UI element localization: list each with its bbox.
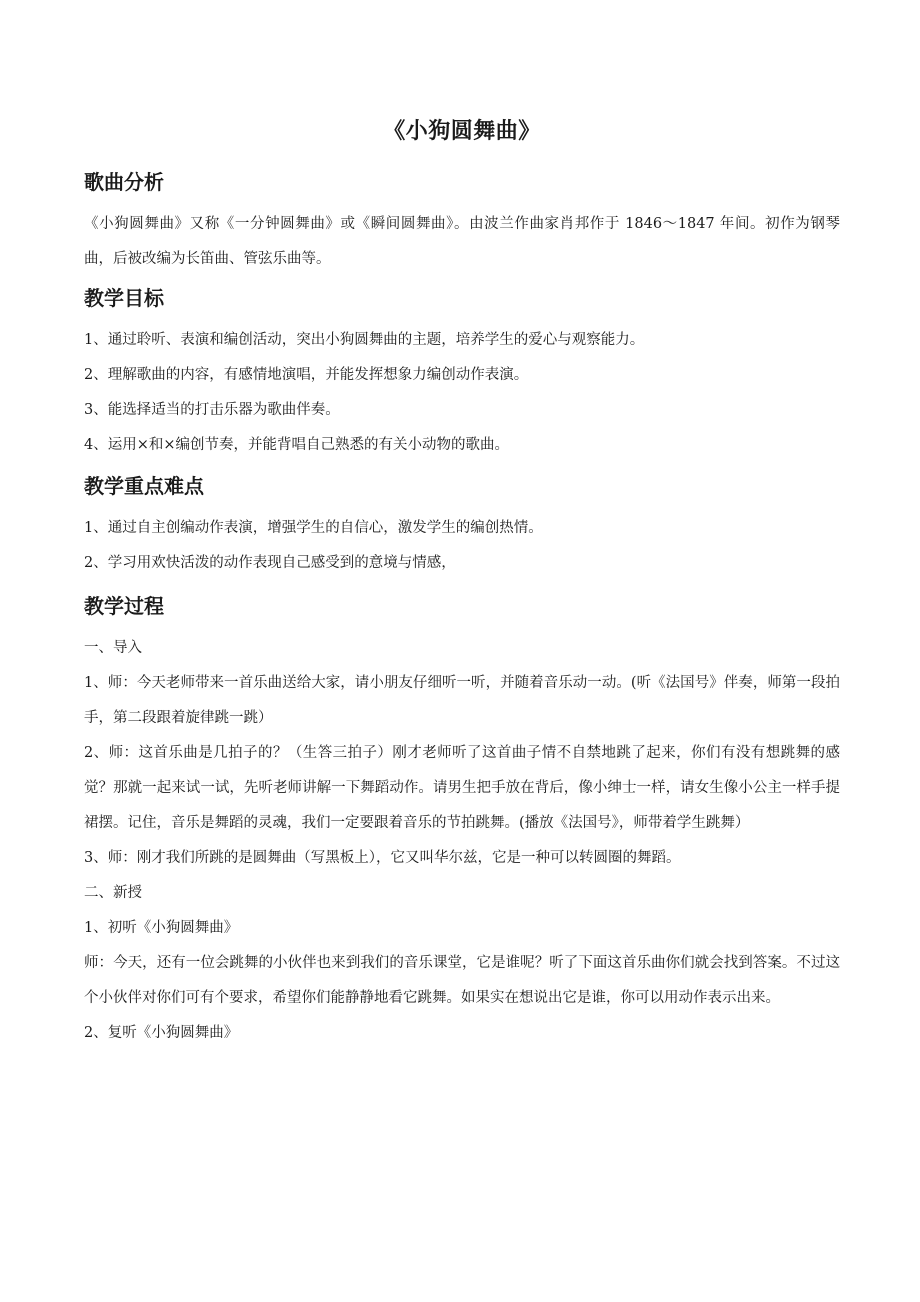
list-item: 1、初听《小狗圆舞曲》 [84,919,239,936]
subheading: 二、新授 [84,884,142,901]
list-item: 3、能选择适当的打击乐器为歌曲伴奏。 [84,401,340,418]
section-teaching-process [84,593,840,1051]
list-item: 2、学习用欢快活泼的动作表现自己感受到的意境与情感， [84,554,456,571]
paragraph: 《小狗圆舞曲》又称《一分钟圆舞曲》或《瞬间圆舞曲》。由波兰作曲家肖邦作于 1846～1847 年间。初作为钢琴曲，后被改编为长笛曲、管弦乐曲等。 [84,215,840,267]
section-heading: 教学过程 [84,593,164,618]
page-title: 《小狗圆舞曲》 [383,119,541,144]
section-heading: 教学目标 [84,285,164,310]
list-item: 2、师：这首乐曲是几拍子的？（生答三拍子）刚才老师听了这首曲子情不自禁地跳了起来，你们有没有想跳舞的感觉？那就一起来试一试，先听老师讲解一下舞蹈动作。请男生把手放在背后，像小绅士一样，请女生像小公主一样手提裙摆。记住，音乐是舞蹈的灵魂，我们一定要跟着音乐的节拍跳舞。(播放《法国号》，师带着学生跳舞） [84,744,840,831]
list-item: 1、通过自主创编动作表演，增强学生的自信心，激发学生的编创热情。 [84,519,543,536]
list-item: 3、师：刚才我们所跳的是圆舞曲（写黑板上），它又叫华尔兹，它是一种可以转圆圈的舞蹈。 [84,849,681,866]
subheading: 一、导入 [84,639,142,656]
list-item: 2、复听《小狗圆舞曲》 [84,1024,239,1041]
list-item: 2、理解歌曲的内容，有感情地演唱，并能发挥想象力编创动作表演。 [84,366,529,383]
section-heading: 歌曲分析 [84,169,164,194]
list-item: 4、运用×和×编创节奏，并能背唱自己熟悉的有关小动物的歌曲。 [84,436,510,453]
list-item: 1、师：今天老师带来一首乐曲送给大家，请小朋友仔细听一听，并随着音乐动一动。(听《法国号》伴奏，师第一段拍手，第二段跟着旋律跳一跳） [84,674,840,726]
list-item: 1、通过聆听、表演和编创活动，突出小狗圆舞曲的主题，培养学生的爱心与观察能力。 [84,331,645,348]
paragraph: 师：今天，还有一位会跳舞的小伙伴也来到我们的音乐课堂，它是谁呢？听了下面这首乐曲你们就会找到答案。不过这个小伙伴对你们可有个要求，希望你们能静静地看它跳舞。如果实在想说出它是谁，你可以用动作表示出来。 [84,954,840,1006]
section-heading: 教学重点难点 [84,473,204,498]
section-key-points [84,473,840,581]
section-song-analysis [84,169,840,277]
section-teaching-goals [84,285,840,463]
